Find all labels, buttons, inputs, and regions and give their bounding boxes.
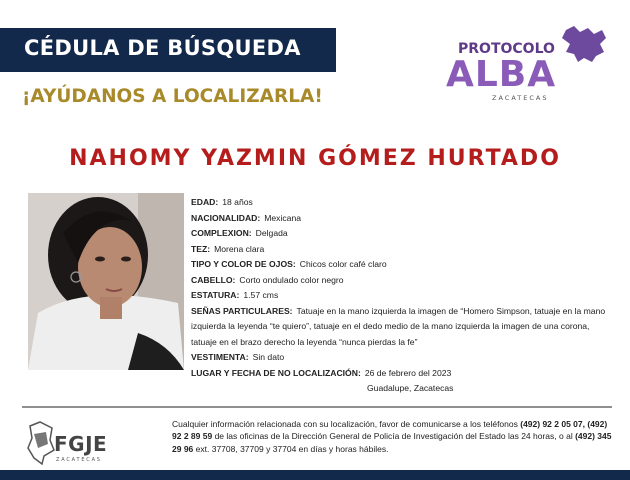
contact-info: Cualquier información relacionada con su localización, favor de comunicarse a los teléfonos (492) 92 2 05 07, (492) 92 2 89 59 de las oficinas de la Dirección General de Policía de Investigación del Estado las 24 horas, o al (492) 345 29 96 ext. 37708, 37709 y 37704 en días y horas hábiles. [172,419,612,454]
fgje-emblem-icon [26,420,56,466]
detail-age: EDAD: 18 años [191,197,253,207]
fgje-logo-text: FGJE [54,432,108,456]
phone-1: (492) 92 2 05 07, [520,419,585,429]
phone-2: (492) 92 2 89 59 [172,419,608,442]
detail-eyes: TIPO Y COLOR DE OJOS: Chicos color café claro [191,259,387,269]
detail-complexion: TEZ: Morena clara [191,243,265,254]
person-details [191,195,611,397]
zacatecas-map-icon [558,24,610,64]
detail-height: ESTATURA: 1.57 cms [191,290,279,300]
page-title: CÉDULA DE BÚSQUEDA [24,36,301,60]
detail-hair: CABELLO: Corto ondulado color negro [191,274,344,285]
detail-build: COMPLEXION: Delgada [191,228,288,238]
detail-last-seen: LUGAR Y FECHA DE NO LOCALIZACIÓN: 26 de febrero del 2023 [191,367,452,378]
missing-person-name: NAHOMY YAZMIN GÓMEZ HURTADO [69,146,561,171]
photo-portrait-icon [28,193,184,370]
detail-nationality: NACIONALIDAD: Mexicana [191,212,302,223]
detail-marks: SEÑAS PARTICULARES: Tatuaje en la mano izquierda la imagen de “Homero Simpson, tatuaje en la mano izquierda la leyenda “te quiero”, tatuaje en el dedo medio de la mano izquierda la imagen de una corona, tatuaje en el brazo derecho la leyenda “nunca pierdas la fe” [191,305,606,347]
footer-divider [22,406,612,408]
fgje-state-text: ZACATECAS [56,457,102,463]
person-photo [28,193,184,370]
fgje-logo [26,418,126,466]
page-subtitle: ¡AYÚDANOS A LOCALIZARLA! [22,86,323,107]
logo-protocolo-text: PROTOCOLO [458,41,555,57]
logo-state-text: ZACATECAS [492,94,549,102]
phone-3: (492) 345 29 96 [172,431,612,454]
detail-clothing: VESTIMENTA: Sin dato [191,352,285,362]
protocolo-alba-logo [440,24,610,106]
footer-bar [0,470,630,480]
detail-last-seen-place: Guadalupe, Zacatecas [367,383,454,393]
logo-alba-text: ALBA [446,54,557,95]
